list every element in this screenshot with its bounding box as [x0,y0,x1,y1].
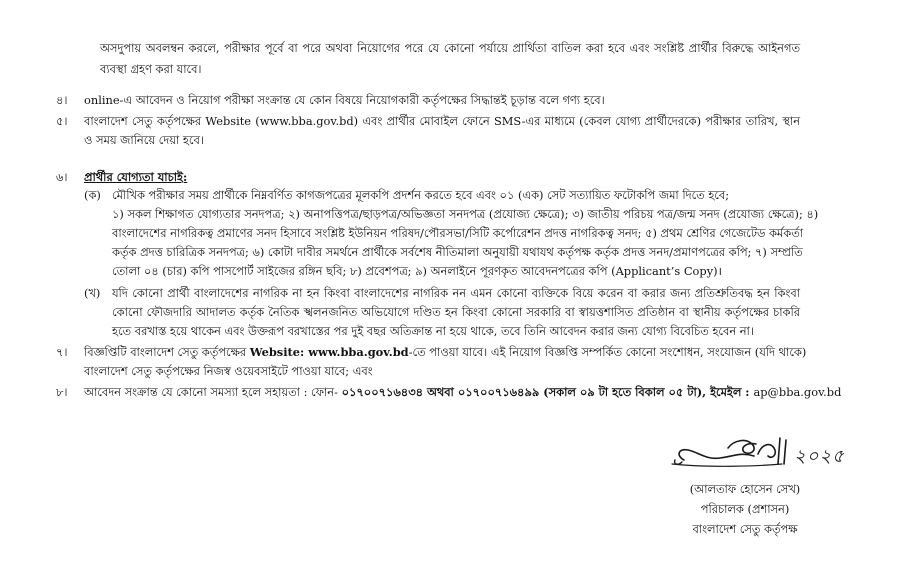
item-7-post: -তে পাওয়া যাবে। এই নিয়োগ বিজ্ঞপ্তি সম্পর্কিত কোনো সংশোধন, সংযোজন (যদি থাকে) [408,345,807,359]
phone-2[interactable]: ০১৭০০৭১৬৪৯৯ [457,385,540,399]
item-6-kha-label: (খ) [84,286,101,300]
signatory-name: (আলতাফ হোসেন সেখ) [689,482,801,496]
item-6-kha-line-1: যদি কোনো প্রার্থী বাংলাদেশের নাগরিক না হন কিংবা বাংলাদেশের নাগরিক নন এমন কোনো ব্যক্তিকে বিয়ে করেন বা করার জন্য প্রতিশ্রুতিবদ্ধ হন কিংবা [112,286,800,300]
office-hours: (সকাল ০৯ টা হতে বিকাল ০৫ টা) [539,385,703,399]
item-5-number: ৫। [56,114,68,128]
item-8-or: অথবা [423,385,458,399]
item-8-pre: আবেদন সংক্রান্ত যে কোনো সমস্যা হলে সহায়তা : ফোন- [84,385,342,399]
item-7-number: ৭। [56,345,68,359]
item-7-line-1 [84,345,806,359]
intro-line-2: ব্যবস্থা গ্রহণ করা যাবে। [100,62,202,76]
signatory-org: বাংলাদেশ সেতু কর্তৃপক্ষ [692,522,798,536]
item-6-kha-line-2: কোনো ফৌজদারি আদালত কর্তৃক নৈতিক স্খলনজনিত অভিযোগে দণ্ডিত হন কিংবা কোনো সরকারি বা স্বায়ত্তশাসিত প্রতিষ্ঠান বা স্থানীয় কর্তৃপক্ষের চাকরি [112,305,800,319]
item-6-ka-line-4: কর্তৃক প্রদত্ত চারিত্রিক সনদপত্র; ৬) কোটা দাবীর সমর্থনে প্রার্থীকে সর্বশেষ নীতিমালা অনুযায়ী যথাযথ কর্তৃপক্ষ কর্তৃক প্রদত্ত সনদ/প্রমাণপত্রের কপি; ৭) সম্প্রতি [112,245,803,259]
website-link[interactable]: Website: www.bba.gov.bd [249,345,409,359]
item-6-number: ৬। [56,170,68,184]
item-6-ka-line-3: বাংলাদেশের নাগরিকত্ব প্রমাণের সনদ হিসাবে সংশ্লিষ্ট ইউনিয়ন পরিষদ/পৌরসভা/সিটি কর্পোরেশন প্রদত্ত নাগরিকত্ব সনদ; ৫) প্রথম শ্রেণির গেজেটেড কর্মকর্তা [112,226,804,240]
item-6-ka-label: (ক) [84,188,101,202]
phone-1[interactable]: ০১৭০০৭১৬৪৩৪ [341,385,423,399]
item-7-line-2: বাংলাদেশ সেতু কর্তৃপক্ষের নিজস্ব ওয়েবসাইটে পাওয়া যাবে; এবং [84,364,373,378]
item-6-heading: প্রার্থীর যোগ্যতা যাচাই: [84,170,188,184]
item-6-kha-line-3: হতে বরখাস্ত হয়ে থাকেন এবং উক্তরূপ বরখাস্তের পর দুই বছর অতিক্রান্ত না হয়ে থাকে, তবে তিনি আবেদন করার জন্য যোগ্য বিবেচিত হবেন না। [112,324,754,338]
item-8-number: ৮। [56,385,68,399]
item-4-text: online-এ আবেদন ও নিয়োগ পরীক্ষা সংক্রান্ত যে কোন বিষয়ে নিয়োগকারী কর্তৃপক্ষের সিদ্ধান্তই চূড়ান্ত বলে গণ্য হবে। [84,93,605,107]
item-5-line-1: বাংলাদেশ সেতু কর্তৃপক্ষের Website (www.bba.gov.bd) এবং প্রার্থীর মোবাইল ফোনে SMS-এর মাধ্যমে (কেবল যোগ্য প্রার্থীদেরকে) পরীক্ষার তারিখ, স্থান [84,114,800,128]
item-6-ka-line-5: তোলা ০৪ (চার) কপি পাসপোর্ট সাইজের রঙ্গিন ছবি; ৮) প্রবেশপত্র; ৯) অনলাইনে পূরণকৃত আবেদনপত্রের কপি (Applicant’s Copy)। [112,264,722,278]
item-5-line-2: ও সময় জানিয়ে দেয়া হবে। [84,133,204,147]
signature-block [670,430,870,545]
signatory-title: পরিচালক (প্রশাসন) [700,502,790,516]
item-4-number: ৪। [56,93,68,107]
item-6-ka-line-1: মৌখিক পরীক্ষার সময় প্রার্থীকে নিম্নবর্ণিত কাগজপত্রের মূলকপি প্রদর্শন করতে হবে এবং ০১ (এক) সেট সত্যায়িত ফটোকপি জমা দিতে হবে; [112,188,730,202]
email-label: , ইমেইল : [702,385,754,399]
signature-date: ২০২৫ [794,446,845,467]
item-7-pre: বিজ্ঞপ্তিটি বাংলাদেশ সেতু কর্তৃপক্ষের [84,345,250,359]
item-6-ka-line-2: ১) সকল শিক্ষাগত যোগ্যতার সনদপত্র; ২) অনাপত্তিপত্র/ছাড়পত্র/অভিজ্ঞতা সনদপত্র (প্রযোজ্য ক্ষেত্রে); ৩) জাতীয় পরিচয় পত্র/জন্ম সনদ (প্রযোজ্য ক্ষেত্রে); ৪) [112,207,819,221]
email-link[interactable]: ap@bba.gov.bd [753,385,842,399]
intro-line-1: অসদুপায় অবলম্বন করলে, পরীক্ষার পূর্বে বা পরে অথবা নিয়োগের পরে যে কোনো পর্যায়ে প্রার্থিতা বাতিল করা হবে এবং সংশ্লিষ্ট প্রার্থীর বিরুদ্ধে আইনগত [100,41,800,55]
item-8-line [84,385,841,399]
